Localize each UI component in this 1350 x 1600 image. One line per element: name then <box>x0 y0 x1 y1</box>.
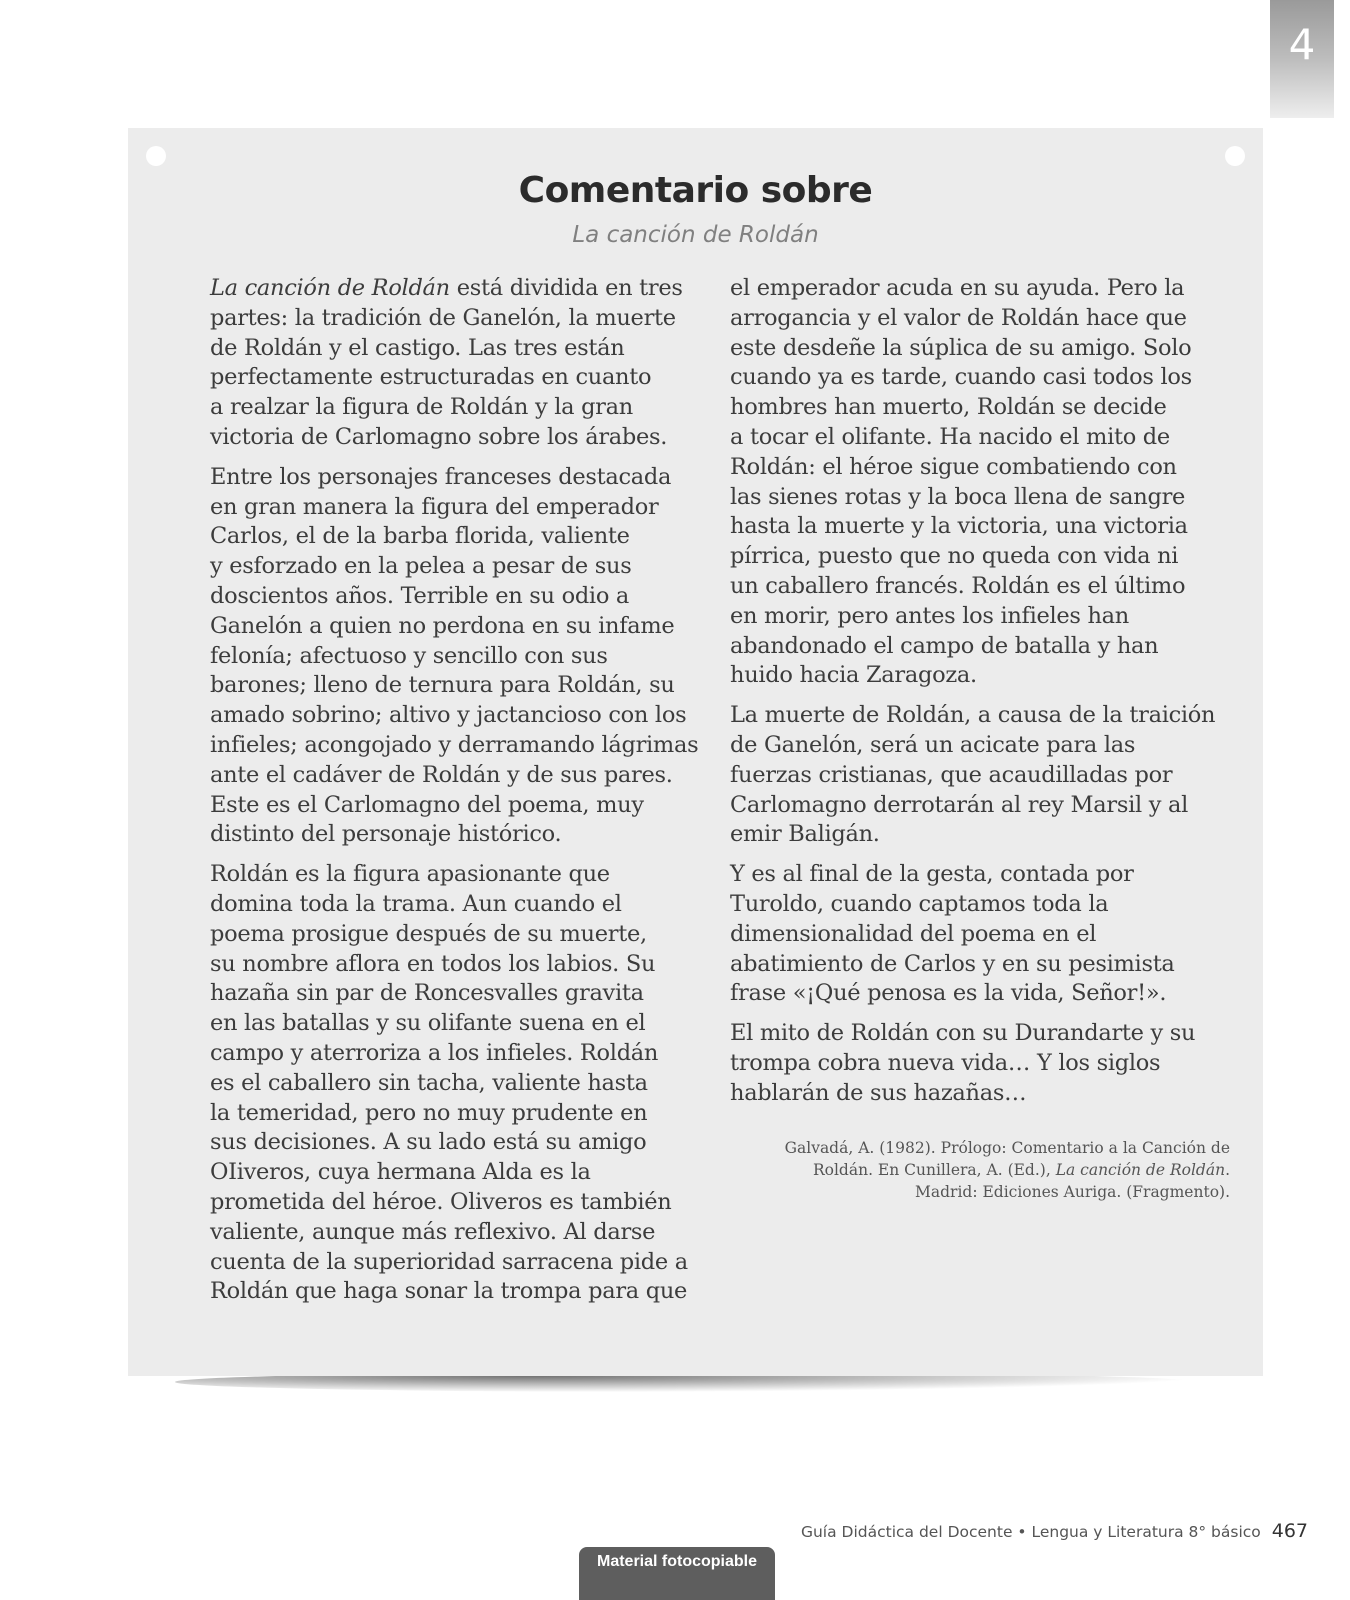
paragraph-line: poema prosigue después de su muerte, <box>210 920 647 947</box>
right-column <box>730 274 1230 1203</box>
paragraph-line: Ganelón a quien no perdona en su infame <box>210 612 675 639</box>
paragraph-line: fuerzas cristianas, que acaudilladas por <box>730 761 1173 788</box>
paragraph-line: las sienes rotas y la boca llena de sangre <box>730 483 1186 510</box>
paragraph-2 <box>210 463 710 850</box>
paragraph-line: perfectamente estructuradas en cuanto <box>210 364 652 391</box>
citation <box>730 1137 1230 1203</box>
paragraph-line: La muerte de Roldán, a causa de la traición <box>730 702 1216 729</box>
paragraph-line: ante el cadáver de Roldán y de sus pares. <box>210 761 673 788</box>
paragraph-line: OIiveros, cuya hermana Alda es la <box>210 1159 591 1186</box>
paragraph-line: Roldán que haga sonar la trompa para que <box>210 1278 688 1305</box>
page-subtitle: La canción de Roldán <box>572 222 819 248</box>
page-title: Comentario sobre <box>518 170 873 211</box>
paragraph-line: campo y aterroriza a los infieles. Roldán <box>210 1039 659 1066</box>
paragraph-line: felonía; afectuoso y sencillo con sus <box>210 642 608 669</box>
paragraph-line <box>210 274 710 304</box>
paragraph-line: hasta la muerte y la victoria, una victoria <box>730 513 1188 540</box>
paragraph-6 <box>730 860 1230 1009</box>
paragraph-5 <box>730 701 1230 850</box>
paragraph-line: El mito de Roldán con su Durandarte y su <box>730 1020 1196 1047</box>
left-column <box>210 274 710 1317</box>
paragraph-line: arrogancia y el valor de Roldán hace que <box>730 304 1187 331</box>
paragraph-line: prometida del héroe. Oliveros es también <box>210 1188 672 1215</box>
paragraph-line: frase «¡Qué penosa es la vida, Señor!». <box>730 980 1167 1007</box>
page-number: 467 <box>1271 1520 1308 1542</box>
citation-line: Galvadá, A. (1982). Prólogo: Comentario a la Canción de <box>784 1138 1230 1157</box>
citation-line: Madrid: Ediciones Auriga. (Fragmento). <box>915 1182 1230 1201</box>
paragraph-line: Roldán: el héroe sigue combatiendo con <box>730 453 1177 480</box>
paragraph-line: y esforzado en la pelea a pesar de sus <box>210 553 632 580</box>
paragraph-line: hombres han muerto, Roldán se decide <box>730 394 1167 421</box>
paragraph-line: Y es al final de la gesta, contada por <box>730 861 1134 888</box>
paragraph-line: un caballero francés. Roldán es el último <box>730 572 1186 599</box>
paragraph-line: de Roldán y el castigo. Las tres están <box>210 334 625 361</box>
paragraph-line: cuenta de la superioridad sarracena pide a <box>210 1248 688 1275</box>
paragraph-line: hablarán de sus hazañas… <box>730 1079 1027 1106</box>
paragraph-line: doscientos años. Terrible en su odio a <box>210 582 630 609</box>
paragraph-line: domina toda la trama. Aun cuando el <box>210 890 622 917</box>
paragraph-line: victoria de Carlomagno sobre los árabes. <box>210 423 668 450</box>
citation-line <box>730 1159 1230 1181</box>
paragraph-7 <box>730 1019 1230 1108</box>
paragraph-line: en las batallas y su olifante suena en el <box>210 1010 646 1037</box>
paragraph-line: de Ganelón, será un acicate para las <box>730 731 1136 758</box>
paragraph-line: es el caballero sin tacha, valiente hasta <box>210 1069 648 1096</box>
paragraph-line: abandonado el campo de batalla y han <box>730 632 1159 659</box>
paragraph-line: a tocar el olifante. Ha nacido el mito de <box>730 423 1170 450</box>
reading-sheet <box>128 128 1263 1376</box>
paragraph-line: emir Baligán. <box>730 821 880 848</box>
paragraph-line: amado sobrino; altivo y jactancioso con los <box>210 702 687 729</box>
paragraph-line: infieles; acongojado y derramando lágrimas <box>210 731 699 758</box>
punch-hole-left <box>146 146 166 166</box>
paragraph-line: la temeridad, pero no muy prudente en <box>210 1099 648 1126</box>
paragraph-line: el emperador acuda en su ayuda. Pero la <box>730 275 1185 301</box>
unit-number: 4 <box>1288 20 1316 69</box>
citation-text: Roldán. En Cunillera, A. (Ed.), <box>812 1160 1056 1179</box>
paragraph-line: Carlos, el de la barba florida, valiente <box>210 523 630 550</box>
paragraph-line: en morir, pero antes los infieles han <box>730 602 1129 629</box>
paragraph-line: hazaña sin par de Roncesvalles gravita <box>210 980 644 1007</box>
paragraph-line: trompa cobra nueva vida… Y los siglos <box>730 1049 1161 1076</box>
paragraph-line: pírrica, puesto que no queda con vida ni <box>730 543 1179 570</box>
paragraph-line-rest: está dividida en tres <box>449 275 683 301</box>
paragraph-line: en gran manera la figura del emperador <box>210 493 659 520</box>
paragraph-line: huido hacia Zaragoza. <box>730 662 977 689</box>
paragraph-line: Turoldo, cuando captamos toda la <box>730 890 1109 917</box>
citation-work-title: La canción de Roldán <box>1055 1160 1226 1179</box>
footer-book-text: Guía Didáctica del Docente • Lengua y Literatura 8° básico <box>800 1523 1261 1541</box>
paragraph-line: abatimiento de Carlos y en su pesimista <box>730 950 1175 977</box>
paragraph-line: a realzar la figura de Roldán y la gran <box>210 394 633 421</box>
paragraph-line: este desdeñe la súplica de su amigo. Solo <box>730 334 1192 361</box>
paragraph-line: Este es el Carlomagno del poema, muy <box>210 791 644 818</box>
paragraph-line: Carlomagno derrotarán al rey Marsil y al <box>730 791 1188 818</box>
paragraph-line: su nombre aflora en todos los labios. Su <box>210 950 656 977</box>
paragraph-line: barones; lleno de ternura para Roldán, su <box>210 672 675 699</box>
photocopy-label: Material fotocopiable <box>579 1547 775 1600</box>
page-footer <box>801 1520 1308 1542</box>
unit-tab <box>1270 0 1334 118</box>
paragraph-line: valiente, aunque más reflexivo. Al darse <box>210 1218 656 1245</box>
paragraph-line: sus decisiones. A su lado está su amigo <box>210 1129 647 1156</box>
paragraph-line: Roldán es la figura apasionante que <box>210 861 610 888</box>
paragraph-line: distinto del personaje histórico. <box>210 821 562 848</box>
punch-hole-right <box>1225 146 1245 166</box>
citation-text: . <box>1225 1160 1230 1179</box>
paragraph-1 <box>210 274 710 453</box>
paragraph-4 <box>730 274 1230 691</box>
paragraph-line: partes: la tradición de Ganelón, la muerte <box>210 304 676 331</box>
work-title-italic: La canción de Roldán <box>210 275 450 301</box>
paragraph-line: cuando ya es tarde, cuando casi todos los <box>730 364 1192 391</box>
paragraph-line: Entre los personajes franceses destacada <box>210 463 672 490</box>
paragraph-3 <box>210 860 710 1307</box>
paragraph-line: dimensionalidad del poema en el <box>730 920 1097 947</box>
